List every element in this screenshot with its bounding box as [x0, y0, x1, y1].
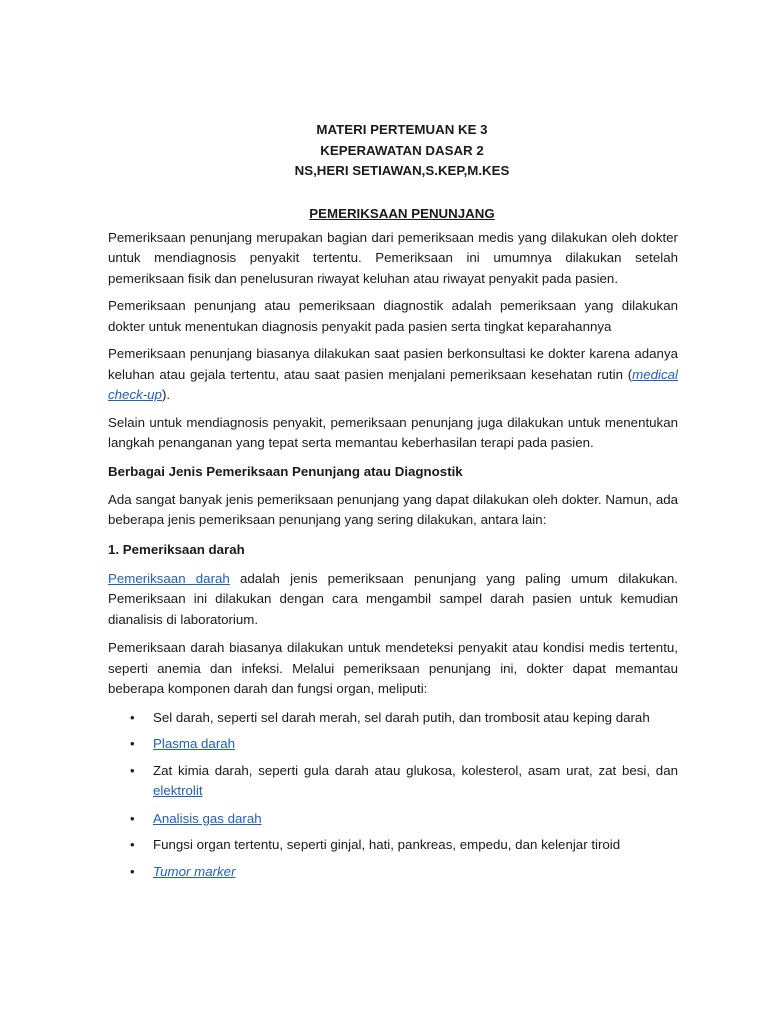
tumor-marker-link[interactable]: Tumor marker — [153, 863, 236, 879]
header-line-author: NS,HERI SETIAWAN,S.KEP,M.KES — [294, 163, 510, 178]
paragraph-when — [108, 344, 678, 406]
paragraph-when-text: Pemeriksaan penunjang biasanya dilakukan saat pasien berkonsultasi ke dokter karena adanya keluhan atau gejala tertentu, atau saat pasien menjalani pemeriksaan kesehatan rutin ( — [108, 346, 678, 382]
blood-gas-link[interactable]: Analisis gas darah — [153, 810, 262, 826]
bullet-marker: • — [130, 810, 135, 826]
paragraph-definition: Pemeriksaan penunjang atau pemeriksaan diagnostik adalah pemeriksaan yang dilakukan dokter untuk menentukan diagnosis penyakit pada pasien serta tingkat keparahannya — [108, 298, 678, 334]
heading-blood-test: 1. Pemeriksaan darah — [108, 541, 245, 557]
blood-test-link[interactable]: Pemeriksaan darah — [108, 570, 230, 586]
list-item — [108, 708, 678, 729]
bullet-marker: • — [130, 762, 135, 778]
bullet-marker: • — [130, 709, 135, 725]
header-line-title: MATERI PERTEMUAN KE 3 — [316, 122, 488, 137]
list-item — [108, 761, 678, 802]
paragraph-blood-test — [108, 569, 678, 631]
medical-checkup-link[interactable]: medical check-up — [108, 366, 678, 402]
document-header — [108, 120, 696, 182]
list-item — [108, 734, 678, 755]
list-item — [108, 809, 678, 830]
paragraph-purpose: Selain untuk mendiagnosis penyakit, pemeriksaan penunjang juga dilakukan untuk menentukan langkah penanganan yang tepat serta memantau keberhasilan terapi pada pasien. — [108, 414, 678, 450]
section-title: PEMERIKSAAN PENUNJANG — [309, 205, 495, 221]
heading-types: Berbagai Jenis Pemeriksaan Penunjang atau Diagnostik — [108, 463, 463, 479]
paragraph-types-intro: Ada sangat banyak jenis pemeriksaan penunjang yang dapat dilakukan oleh dokter. Namun, ada beberapa jenis pemeriksaan penunjang yang sering dilakukan, antara lain: — [108, 491, 678, 527]
plasma-link[interactable]: Plasma darah — [153, 736, 236, 751]
paragraph-blood-test-text: adalah jenis pemeriksaan penunjang yang paling umum dilakukan. Pemeriksaan ini dilakukan dengan cara mengambil sampel darah pasien untuk kemudian dianalisis di laboratorium. — [108, 570, 678, 627]
bullet-marker: • — [130, 863, 135, 879]
list-item — [108, 862, 678, 883]
list-item — [108, 835, 678, 856]
blood-components-list — [108, 708, 678, 883]
electrolyte-link[interactable]: elektrolit — [153, 783, 203, 798]
list-item-text: Fungsi organ tertentu, seperti ginjal, hati, pankreas, empedu, dan kelenjar tiroid — [153, 837, 621, 852]
list-item-text: Zat kimia darah, seperti gula darah atau glukosa, kolesterol, asam urat, zat besi, dan — [153, 762, 678, 778]
paragraph-intro: Pemeriksaan penunjang merupakan bagian dari pemeriksaan medis yang dilakukan oleh dokter untuk mendiagnosis penyakit tertentu. Pemeriksaan ini umumnya dilakukan setelah pemeriksaan fisik dan penelusuran riwayat keluhan atau riwayat penyakit pada pasien. — [108, 229, 678, 286]
header-line-course: KEPERAWATAN DASAR 2 — [320, 142, 484, 158]
list-item-text: Sel darah, seperti sel darah merah, sel darah putih, dan trombosit atau keping darah — [153, 709, 650, 725]
paragraph-blood-purpose: Pemeriksaan darah biasanya dilakukan untuk mendeteksi penyakit atau kondisi medis tertentu, seperti anemia dan infeksi. Melalui pemeriksaan penunjang ini, dokter dapat memantau beberapa komponen darah dan fungsi organ, meliputi: — [108, 640, 678, 696]
paragraph-when-end: ). — [161, 387, 171, 402]
bullet-marker: • — [130, 837, 135, 852]
bullet-marker: • — [130, 736, 135, 751]
